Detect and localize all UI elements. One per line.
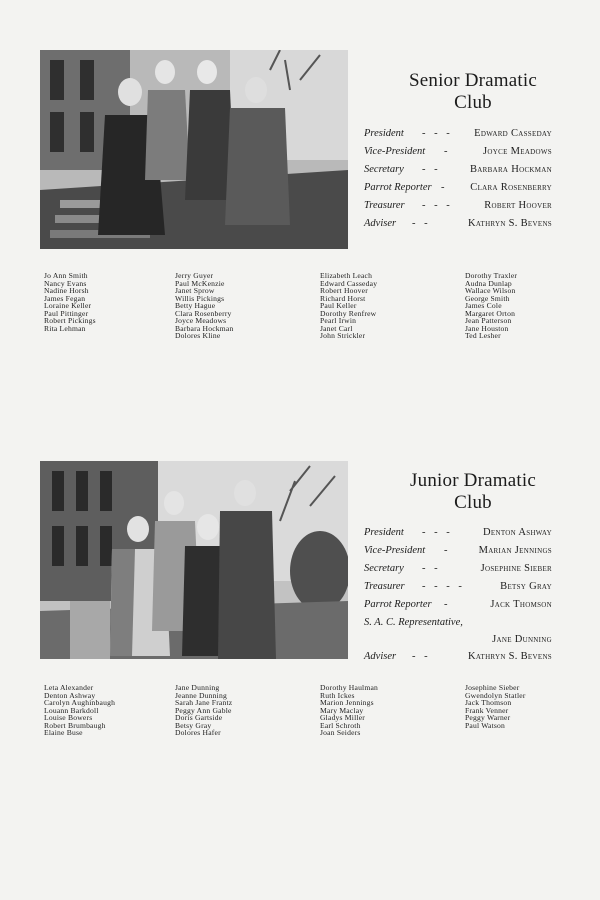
- officer-name: Jack Thomson: [490, 599, 552, 610]
- member-name: Louise Bowers: [44, 713, 93, 723]
- senior-club-title: [368, 70, 578, 114]
- senior-club-photo: [40, 50, 348, 249]
- member-name: Nancy Evans: [44, 278, 87, 288]
- member-name: Willis Pickings: [175, 293, 225, 303]
- member-name: Elaine Buse: [44, 728, 83, 738]
- officer-name: Kathryn S. Bevens: [468, 651, 552, 662]
- member-name: Gladys Miller: [320, 713, 365, 723]
- officer-role: Vice-President: [364, 146, 426, 157]
- member-name: Barbara Hockman: [175, 323, 234, 333]
- officer-name: Marian Jennings: [478, 545, 552, 556]
- member-name: Richard Horst: [320, 293, 366, 303]
- officer-dash: - -: [412, 651, 431, 662]
- roster-column: [175, 684, 232, 737]
- officer-row: [364, 143, 552, 161]
- officer-name: Betsy Gray: [500, 581, 552, 592]
- member-name: George Smith: [465, 293, 510, 303]
- officer-row: [364, 215, 552, 233]
- officer-row: [364, 161, 552, 179]
- member-name: James Fegan: [44, 293, 86, 303]
- member-name: Betty Hague: [175, 301, 216, 311]
- officer-row: [364, 197, 552, 215]
- member-name: Janet Carl: [320, 323, 353, 333]
- officer-dash: - -: [422, 164, 441, 175]
- member-name: Ruth Ickes: [320, 690, 355, 700]
- officer-dash: -: [444, 146, 451, 157]
- member-name: Jo Ann Smith: [44, 271, 88, 280]
- junior-officer-list: [364, 524, 552, 666]
- member-name: Louann Barkdoll: [44, 705, 99, 715]
- member-name: Edward Casseday: [320, 278, 378, 288]
- roster-column: [320, 684, 378, 737]
- member-name: Clara Rosenberry: [175, 308, 232, 318]
- officer-name: Clara Rosenberry: [470, 182, 552, 193]
- member-name: Peggy Ann Gable: [175, 705, 232, 715]
- officer-row: [364, 179, 552, 197]
- member-name: Paul Watson: [465, 720, 506, 730]
- member-name: Jeanne Dunning: [175, 690, 227, 700]
- member-name: Dolores Hafer: [175, 728, 221, 738]
- member-name: Joyce Meadows: [175, 316, 227, 326]
- officer-role: President: [364, 527, 404, 538]
- officer-role: Treasurer: [364, 581, 405, 592]
- officer-row: [364, 596, 552, 614]
- officer-name: Edward Casseday: [474, 128, 552, 139]
- member-name: Marion Jennings: [320, 698, 374, 708]
- member-name: Robert Brumbaugh: [44, 720, 106, 730]
- roster-column: [175, 272, 233, 340]
- officer-dash: -: [441, 182, 448, 193]
- officer-name: Robert Hoover: [484, 200, 552, 211]
- officer-dash: - - -: [422, 200, 453, 211]
- officer-dash: - - - -: [422, 581, 465, 592]
- member-name: Elizabeth Leach: [320, 271, 373, 280]
- officer-role: Adviser: [364, 651, 397, 662]
- officer-name: Barbara Hockman: [470, 164, 552, 175]
- roster-column: [465, 272, 517, 340]
- member-name: John Strickler: [320, 331, 366, 341]
- member-name: Dorothy Traxler: [465, 271, 518, 280]
- member-name: Betsy Gray: [175, 720, 212, 730]
- member-name: Leta Alexander: [44, 683, 94, 692]
- member-name: Margaret Orton: [465, 308, 516, 318]
- member-name: Jean Patterson: [465, 316, 512, 326]
- member-name: Jerry Guyer: [175, 271, 214, 280]
- junior-club-photo: [40, 461, 348, 659]
- senior-title-line1: Senior Dramatic: [408, 70, 538, 91]
- member-name: Carolyn Aughinbaugh: [44, 698, 116, 708]
- officer-name: Josephine Sieber: [480, 563, 552, 574]
- member-name: Janet Sprow: [175, 286, 215, 296]
- member-name: Wallace Wilson: [465, 286, 516, 296]
- officer-role: Parrot Reporter: [364, 599, 432, 610]
- member-name: Peggy Warner: [465, 713, 511, 723]
- member-name: Jane Houston: [465, 323, 509, 333]
- member-name: Jack Thomson: [465, 698, 512, 708]
- roster-column: [465, 684, 526, 729]
- member-name: Dorothy Renfrew: [320, 308, 377, 318]
- officer-row: [364, 542, 552, 560]
- member-name: Gwendolyn Statler: [465, 690, 526, 700]
- officer-role: Secretary: [364, 563, 404, 574]
- member-name: Denton Ashway: [44, 690, 96, 700]
- member-name: Joan Seiders: [320, 728, 361, 738]
- officer-role: President: [364, 128, 404, 139]
- officer-role: Vice-President: [364, 545, 426, 556]
- sac-representative-name: Jane Dunning: [492, 634, 552, 645]
- roster-column: [44, 272, 96, 332]
- officer-role: Parrot Reporter: [364, 182, 432, 193]
- officer-role: Treasurer: [364, 200, 405, 211]
- member-name: Mary Maclay: [320, 705, 364, 715]
- member-name: Robert Hoover: [320, 286, 368, 296]
- member-name: Josephine Sieber: [465, 683, 520, 692]
- officer-name: Kathryn S. Bevens: [468, 218, 552, 229]
- member-name: Sarah Jane Frantz: [175, 698, 233, 708]
- officer-dash: - - -: [422, 527, 453, 538]
- member-name: Earl Schroth: [320, 720, 361, 730]
- officer-dash: - -: [412, 218, 431, 229]
- junior-member-roster: [44, 684, 564, 744]
- roster-column: [44, 684, 115, 737]
- officer-dash: -: [444, 545, 451, 556]
- officer-row: [364, 614, 552, 632]
- officer-name: Denton Ashway: [483, 527, 552, 538]
- officer-role: S. A. C. Representative,: [364, 617, 463, 628]
- member-name: Doris Gartside: [175, 713, 223, 723]
- member-name: Paul McKenzie: [175, 278, 225, 288]
- member-name: Paul Keller: [320, 301, 357, 311]
- member-name: Pearl Irwin: [320, 316, 357, 326]
- junior-title-line2: Club: [454, 492, 492, 513]
- officer-row: [364, 524, 552, 542]
- officer-dash: - - -: [422, 128, 453, 139]
- officer-row: [364, 578, 552, 596]
- officer-dash: - -: [422, 563, 441, 574]
- senior-title-line2: Club: [454, 92, 492, 113]
- member-name: Rita Lehman: [44, 323, 86, 333]
- officer-dash: -: [444, 599, 451, 610]
- member-name: Dorothy Haulman: [320, 683, 379, 692]
- member-name: Jane Dunning: [175, 683, 220, 692]
- junior-club-title: [368, 470, 578, 514]
- officer-row: [364, 560, 552, 578]
- member-name: Audna Dunlap: [465, 278, 512, 288]
- officer-name: Joyce Meadows: [483, 146, 552, 157]
- officer-row: [364, 648, 552, 666]
- member-name: Paul Pittinger: [44, 308, 89, 318]
- officer-role: Adviser: [364, 218, 397, 229]
- member-name: Loraine Keller: [44, 301, 92, 311]
- officer-row: [364, 125, 552, 143]
- member-name: James Cole: [465, 301, 502, 311]
- member-name: Frank Venner: [465, 705, 509, 715]
- member-name: Robert Pickings: [44, 316, 96, 326]
- officer-role: Secretary: [364, 164, 404, 175]
- senior-officer-list: [364, 125, 552, 233]
- junior-title-line1: Junior Dramatic: [410, 470, 536, 491]
- senior-member-roster: [44, 272, 564, 342]
- roster-column: [320, 272, 377, 340]
- member-name: Ted Lesher: [465, 331, 501, 341]
- member-name: Dolores Kline: [175, 331, 221, 341]
- member-name: Nadine Horsh: [44, 286, 89, 296]
